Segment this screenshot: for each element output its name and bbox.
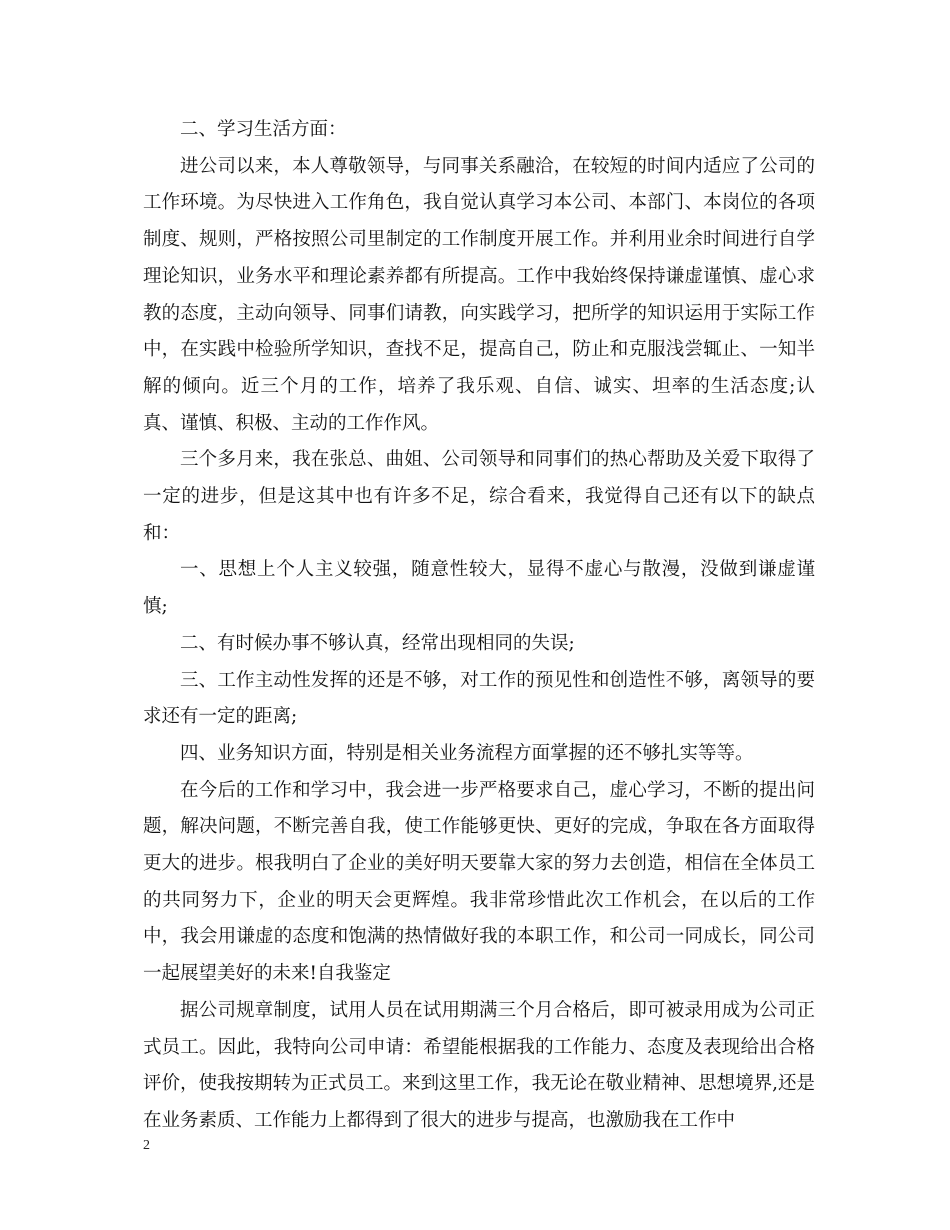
paragraph-company-rules: 据公司规章制度，试用人员在试用期满三个月合格后，即可被录用成为公司正式员工。因此，我特向公司申请：希望能根据我的工作能力、态度及表现给出合格评价，使我按期转为正式员工。来到这里工作，我无论在敬业精神、思想境界,还是在业务素质、工作能力上都得到了很大的进步与提高，也激励我在工作中 [143,999,815,1131]
paragraph-shortcoming-1: 一、思想上个人主义较强，随意性较大，显得不虚心与散漫，没做到谦虚谨慎; [143,559,815,618]
paragraph-heading-study-life: 二、学习生活方面： [180,119,347,140]
document-body [143,112,815,1140]
paragraph-three-months: 三个多月来，我在张总、曲姐、公司领导和同事们的热心帮助及关爱下取得了一定的进步，但是这其中也有许多不足，综合看来，我觉得自己还有以下的缺点和： [143,449,815,544]
paragraph-future-work: 在今后的工作和学习中，我会进一步严格要求自己，虚心学习，不断的提出问题，解决问题，不断完善自我，使工作能够更快、更好的完成，争取在各方面取得更大的进步。根我明白了企业的美好明天要靠大家的努力去创造，相信在全体员工的共同努力下，企业的明天会更辉煌。我非常珍惜此次工作机会，在以后的工作中，我会用谦虚的态度和饱满的热情做好我的本职工作，和公司一同成长，同公司一起展望美好的未来!自我鉴定 [143,779,815,985]
paragraph-shortcoming-2: 二、有时候办事不够认真，经常出现相同的失误; [180,632,575,654]
page-number: 2 [143,1138,150,1153]
paragraph-shortcoming-3: 三、工作主动性发挥的还是不够，对工作的预见性和创造性不够，离领导的要求还有一定的距离; [143,669,815,728]
paragraph-since-joining: 进公司以来，本人尊敬领导，与同事关系融洽，在较短的时间内适应了公司的工作环境。为尽快进入工作角色，我自觉认真学习本公司、本部门、本岗位的各项制度、规则，严格按照公司里制定的工作制度开展工作。并利用业余时间进行自学理论知识，业务水平和理论素养都有所提高。工作中我始终保持谦虚谨慎、虚心求教的态度，主动向领导、同事们请教，向实践学习，把所学的知识运用于实际工作中，在实践中检验所学知识，查找不足，提高自己，防止和克服浅尝辄止、一知半解的倾向。近三个月的工作，培养了我乐观、自信、诚实、坦率的生活态度;认真、谨慎、积极、主动的工作作风。 [143,155,815,434]
paragraph-shortcoming-4: 四、业务知识方面，特别是相关业务流程方面掌握的还不够扎实等等。 [180,742,754,764]
